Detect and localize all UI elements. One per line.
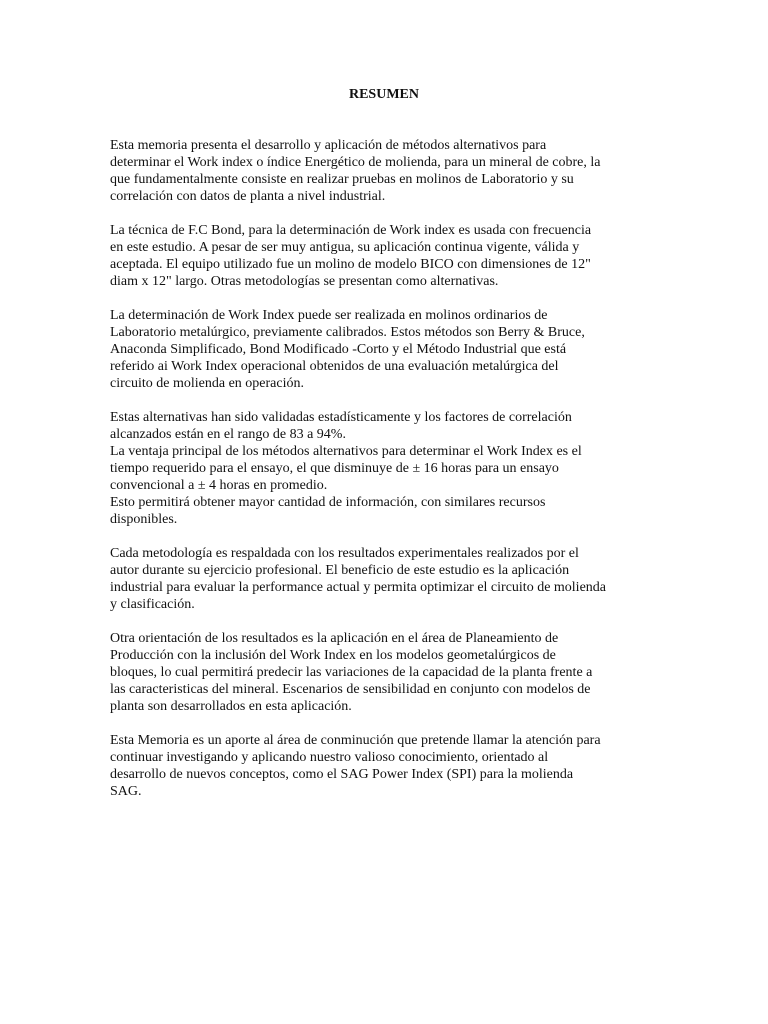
text-line: continuar investigando y aplicando nuestro valioso conocimiento, orientado al (110, 750, 549, 765)
paragraph (110, 409, 670, 528)
text-line: Laboratorio metalúrgico, previamente calibrados. Estos métodos son Berry & Bruce, (110, 325, 585, 340)
text-line: Producción con la inclusión del Work Index en los modelos geometalúrgicos de (110, 648, 556, 663)
text-line: alcanzados están en el rango de 83 a 94%. (110, 427, 346, 442)
text-line: diam x 12" largo. Otras metodologías se presentan como alternativas. (110, 274, 499, 289)
text-line: La determinación de Work Index puede ser realizada en molinos ordinarios de (110, 308, 548, 323)
paragraph (110, 630, 670, 715)
text-line: Esta memoria presenta el desarrollo y aplicación de métodos alternativos para (110, 138, 547, 153)
paragraph (110, 732, 670, 800)
paragraph (110, 545, 670, 613)
text-line: autor durante su ejercicio profesional. El beneficio de este estudio es la aplicación (110, 563, 570, 578)
text-line: y clasificación. (110, 597, 195, 612)
text-line: industrial para evaluar la performance actual y permita optimizar el circuito de molienda (110, 580, 607, 595)
text-line: en este estudio. A pesar de ser muy antigua, su aplicación continua vigente, válida y (110, 240, 580, 255)
text-line: tiempo requerido para el ensayo, el que disminuye de ± 16 horas para un ensayo (110, 461, 559, 476)
text-line: Cada metodología es respaldada con los resultados experimentales realizados por el (110, 546, 579, 561)
document-title: RESUMEN (348, 87, 419, 102)
text-line: referido ai Work Index operacional obtenidos de una evaluación metalúrgica del (110, 359, 559, 374)
text-line: Esta Memoria es un aporte al área de conminución que pretende llamar la atención para (110, 733, 601, 748)
text-line: planta son desarrollados en esta aplicación. (110, 699, 352, 714)
paragraph (110, 137, 670, 205)
text-line: correlación con datos de planta a nivel industrial. (110, 189, 386, 204)
text-line: Otra orientación de los resultados es la aplicación en el área de Planeamiento de (110, 631, 559, 646)
paragraph (110, 222, 670, 290)
text-line: las caracteristicas del mineral. Escenarios de sensibilidad en conjunto con modelos de (110, 682, 591, 697)
text-line: determinar el Work index o índice Energético de molienda, para un mineral de cobre, la (110, 155, 601, 170)
text-line: disponibles. (110, 512, 178, 527)
text-line: circuito de molienda en operación. (110, 376, 304, 391)
text-line: aceptada. El equipo utilizado fue un molino de modelo BICO con dimensiones de 12" (110, 257, 591, 272)
text-line: convencional a ± 4 horas en promedio. (110, 478, 328, 493)
text-line: La ventaja principal de los métodos alternativos para determinar el Work Index es el (110, 444, 582, 459)
text-line: Anaconda Simplificado, Bond Modificado -Corto y el Método Industrial que está (110, 342, 567, 357)
text-line: Esto permitirá obtener mayor cantidad de información, con similares recursos (110, 495, 546, 510)
text-line: desarrollo de nuevos conceptos, como el SAG Power Index (SPI) para la molienda (110, 767, 574, 782)
document-body (110, 137, 670, 817)
text-line: La técnica de F.C Bond, para la determinación de Work index es usada con frecuencia (110, 223, 592, 238)
paragraph (110, 307, 670, 392)
text-line: que fundamentalmente consiste en realizar pruebas en molinos de Laboratorio y su (110, 172, 574, 187)
text-line: SAG. (110, 784, 142, 799)
text-line: bloques, lo cual permitirá predecir las variaciones de la capacidad de la planta frente a (110, 665, 593, 680)
text-line: Estas alternativas han sido validadas estadísticamente y los factores de correlación (110, 410, 572, 425)
